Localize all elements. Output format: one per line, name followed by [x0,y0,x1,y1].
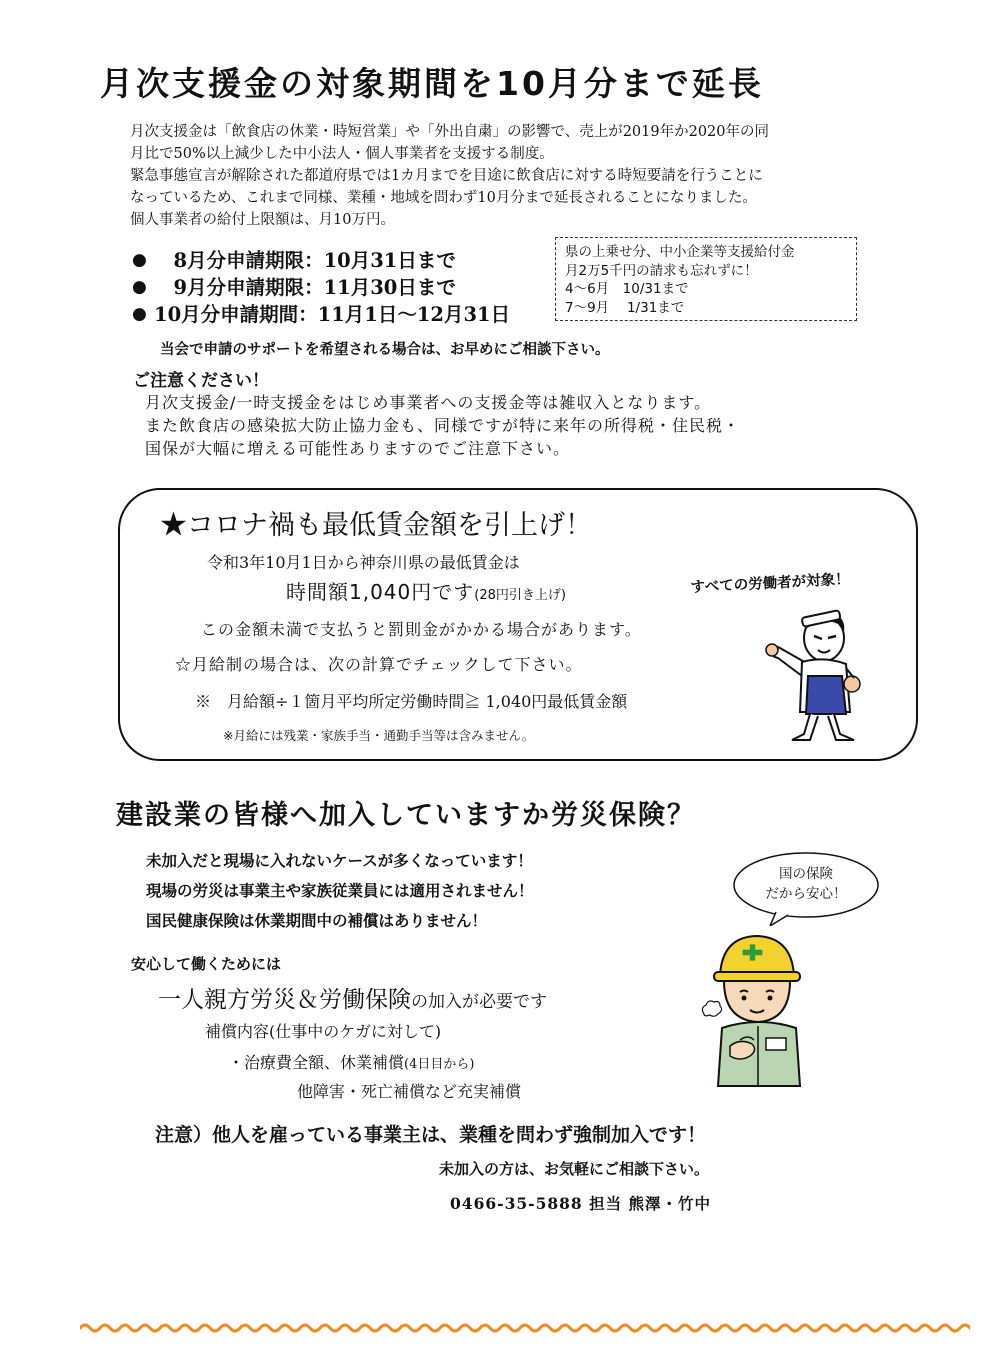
support-note: 当会で申請のサポートを希望される場合は、お早めにご相談下さい。 [160,342,610,358]
minimum-wage-amount [286,576,566,605]
bullet-icon: ● [132,277,147,297]
section-title-monthly-support: 月次支援金の対象期間を10月分まで延長 [100,64,764,103]
contact-info: 0466-35-5888 担当 熊澤・竹中 [450,1194,712,1213]
compensation-line [228,1050,474,1073]
compensation-line: 他障害・死亡補償など充実補償 [297,1082,522,1101]
warning-line: 国民健康保険は休業期間中の補償はありません！ [146,911,488,930]
intro-line: 月次支援金は「飲食店の休業・時短営業」や「外出自粛」の影響で、売上が2019年か2020年の同 [130,124,770,140]
intro-line: 緊急事態宣言が解除された都道府県では1カ月までを目途に飲食店に対する時短要請を行うことに [130,168,763,184]
deadline-item [132,301,510,328]
decorative-wave-divider [80,1320,970,1334]
deadline-label: 10月分申請期間：11月1日～12月31日 [154,303,511,326]
penalty-note: この金額未満で支払うと罰則金がかかる場合があります。 [201,620,642,639]
caution-text [145,391,740,460]
amount-main: 時間額1,040円です [286,580,475,604]
intro-text [130,121,769,231]
prefecture-support-box [555,237,857,321]
caution-line: 月次支援金/一時支援金をはじめ事業者への支援金等は雑収入となります。 [145,393,712,412]
deadline-label: 9月分申請期限：11月30日まで [154,276,456,299]
monthly-check-note: ☆月給制の場合は、次の計算でチェックして下さい。 [175,655,583,674]
pointing-worker-illustration [762,600,872,745]
bullet-icon: ● [132,250,147,270]
mandatory-warning: 注意）他人を雇っている事業主は、業種を問わず強制加入です！ [155,1124,707,1146]
amount-increase: (28円引き上げ) [474,588,566,603]
deadline-item [132,247,510,274]
box-line: 月2万5千円の請求も忘れずに！ [565,262,758,279]
intro-line: なっているため、これまで同様、業種・地域を問わず10月分まで延長されることになりました。 [130,190,757,206]
section-title-construction: 建設業の皆様へ加入していますか労災保険？ [116,800,696,831]
box-line: 4～6月 10/31まで [565,281,689,297]
all-workers-label: すべての労働者が対象！ [690,571,851,596]
bubble-line: 国の保険 [779,866,833,882]
formula: ※ 月給額÷１箇月平均所定労働時間≧ 1,040円最低賃金額 [195,692,628,711]
caution-line: 国保が大幅に増える可能性ありますのでご注意下さい。 [145,439,571,458]
deadline-item [132,274,510,301]
exclusion-note: ※月給には残業・家族手当・通勤手当等は含みません。 [223,728,535,743]
intro-line: 個人事業者の給付上限額は、月10万円。 [130,212,395,228]
consult-note: 未加入の方は、お気軽にご相談下さい。 [439,1160,710,1178]
caution-line: また飲食店の感染拡大防止協力金も、同様ですが特に来年の所得税・住民税・ [145,416,741,435]
compensation-main: ・治療費全額、休業補償 [228,1053,405,1072]
warning-line: 現場の労災は事業主や家族従業員には適用されません！ [146,881,534,900]
construction-warnings [146,846,534,936]
deadline-label: 8月分申請期限：10月31日まで [154,249,456,272]
compensation-title: 補償内容(仕事中のケガに対して) [205,1022,442,1041]
caution-title: ご注意ください！ [133,371,269,391]
requirement-tail: の加入が必要です [411,992,547,1012]
warning-line: 未加入だと現場に入れないケースが多くなっています！ [146,851,533,870]
minimum-wage-title: ★コロナ禍も最低賃金額を引上げ！ [160,510,592,541]
bubble-line: だから安心！ [765,886,847,902]
intro-line: 月比で50%以上減少した中小法人・個人事業者を支援する制度。 [130,146,554,162]
deadline-list [132,247,510,328]
minimum-wage-intro: 令和3年10月1日から神奈川県の最低賃金は [207,553,520,572]
insurance-requirement [158,981,547,1014]
box-line: 7～9月 1/31まで [565,299,685,316]
safe-work-label: 安心して働くためには [131,955,282,973]
speech-bubble-text [740,864,872,904]
box-line: 県の上乗せ分、中小企業等支援給付金 [565,244,795,260]
compensation-small: (4日目から) [404,1057,475,1072]
helmet-worker-illustration [700,928,810,1088]
bullet-icon: ● [132,304,147,324]
requirement-main: 一人親方労災＆労働保険 [158,987,411,1013]
